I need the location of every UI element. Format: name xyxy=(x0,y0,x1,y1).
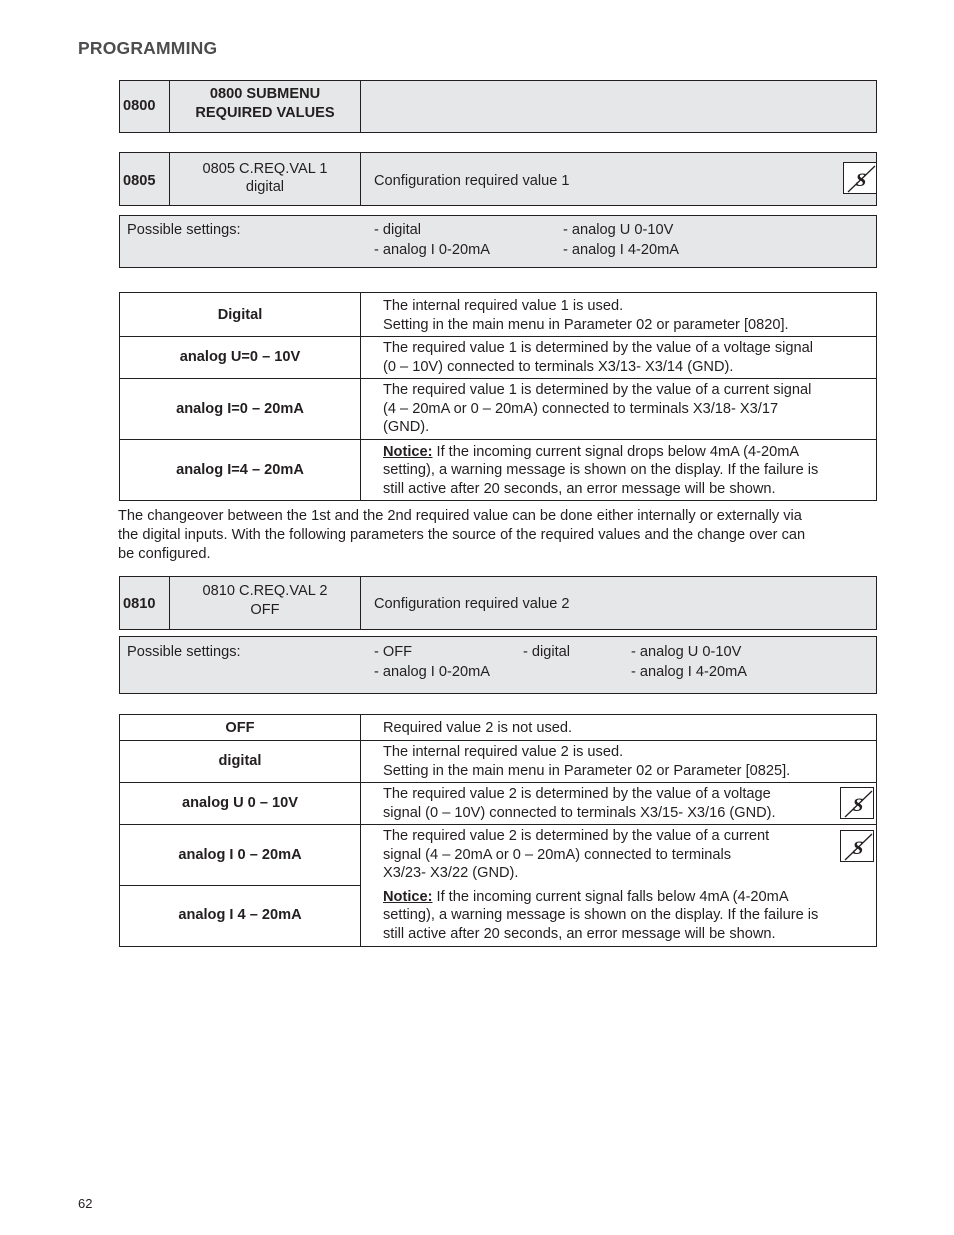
param-0805-name: 0805 C.REQ.VAL 1 xyxy=(202,161,328,177)
param-0810-name: 0810 C.REQ.VAL 2 xyxy=(202,583,328,599)
table-row-text: Setting in the main menu in Parameter 02 or Parameter [0825]. xyxy=(383,763,791,779)
table-row-notice xyxy=(383,443,799,462)
table-row-text: still active after 20 seconds, an error message will be shown. xyxy=(383,926,776,942)
setting-option: - analog I 4-20mA xyxy=(563,242,680,258)
notice-text: If the incoming current signal drops below 4mA (4-20mA xyxy=(432,444,800,460)
table-row-text: The required value 1 is determined by the value of a voltage signal xyxy=(383,340,813,356)
table-row-text: The required value 1 is determined by the value of a current signal xyxy=(383,382,812,398)
table-row-text: The internal required value 1 is used. xyxy=(383,298,624,314)
page-number: 62 xyxy=(78,1196,93,1211)
table-row-label: OFF xyxy=(225,720,255,736)
param-0805-code: 0805 xyxy=(123,173,156,189)
table-row-text: Required value 2 is not used. xyxy=(383,720,573,736)
param-0810-description: Configuration required value 2 xyxy=(374,596,570,612)
setting-option: - analog I 4-20mA xyxy=(631,664,748,680)
table-row-label: Digital xyxy=(217,307,263,323)
s-slash-icon xyxy=(843,162,877,194)
svg-text:S: S xyxy=(852,838,864,859)
table-row-label: analog I 0 – 20mA xyxy=(178,847,302,863)
table-row-label: digital xyxy=(218,753,262,769)
table-row-text: signal (4 – 20mA or 0 – 20mA) connected to terminals xyxy=(383,847,731,863)
table-row-label: analog U 0 – 10V xyxy=(182,795,298,811)
s-slash-icon xyxy=(840,830,874,862)
paragraph-line: the digital inputs. With the following parameters the source of the required values and the change over can xyxy=(118,527,806,543)
setting-option: - analog I 0-20mA xyxy=(374,242,491,258)
table-row-label: analog U=0 – 10V xyxy=(179,349,301,365)
table-row-text: still active after 20 seconds, an error message will be shown. xyxy=(383,481,776,497)
table-row-text: The internal required value 2 is used. xyxy=(383,744,624,760)
param-0805-description: Configuration required value 1 xyxy=(374,173,570,189)
setting-option: - analog U 0-10V xyxy=(563,222,674,238)
setting-option: - OFF xyxy=(374,644,413,660)
submenu-title-line2: REQUIRED VALUES xyxy=(195,105,335,121)
table-row-label: analog I 4 – 20mA xyxy=(178,907,302,923)
table-row-text: (4 – 20mA or 0 – 20mA) connected to terminals X3/18- X3/17 xyxy=(383,401,779,417)
svg-text:S: S xyxy=(852,795,864,816)
notice-label: Notice: xyxy=(383,444,433,460)
table-row-text: X3/23- X3/22 (GND). xyxy=(383,865,519,881)
svg-text:S: S xyxy=(855,170,867,191)
table-row-text: The required value 2 is determined by the value of a current xyxy=(383,828,770,844)
submenu-title-line1: 0800 SUBMENU xyxy=(209,86,321,102)
param-0805-value: digital xyxy=(245,179,285,195)
table-row-text: The required value 2 is determined by the value of a voltage xyxy=(383,786,771,802)
notice-text: If the incoming current signal falls below 4mA (4-20mA xyxy=(432,889,789,905)
table-row-text: signal (0 – 10V) connected to terminals X3/15- X3/16 (GND). xyxy=(383,805,776,821)
paragraph-line: The changeover between the 1st and the 2nd required value can be done either internally or externally via xyxy=(118,508,802,524)
table-row-text: Setting in the main menu in Parameter 02 or parameter [0820]. xyxy=(383,317,789,333)
setting-option: - analog I 0-20mA xyxy=(374,664,491,680)
setting-option: - digital xyxy=(374,222,422,238)
paragraph-line: be configured. xyxy=(118,546,211,562)
setting-option: - analog U 0-10V xyxy=(631,644,742,660)
table-row-text: (GND). xyxy=(383,419,430,435)
submenu-code: 0800 xyxy=(123,98,156,114)
table-row-text: setting), a warning message is shown on the display. If the failure is xyxy=(383,907,819,923)
setting-option: - digital xyxy=(523,644,571,660)
table-row-label: analog I=4 – 20mA xyxy=(176,462,304,478)
table-row-label: analog I=0 – 20mA xyxy=(176,401,304,417)
param-0810-code: 0810 xyxy=(123,596,156,612)
section-title: PROGRAMMING xyxy=(78,38,218,58)
notice-label: Notice: xyxy=(383,889,433,905)
table-row-text: (0 – 10V) connected to terminals X3/13- X3/14 (GND). xyxy=(383,359,734,375)
table-row-text: setting), a warning message is shown on the display. If the failure is xyxy=(383,462,819,478)
param-0810-value: OFF xyxy=(250,602,280,618)
table-row-notice xyxy=(383,888,789,907)
settings-label: Possible settings: xyxy=(127,644,241,660)
s-slash-icon xyxy=(840,787,874,819)
settings-label: Possible settings: xyxy=(127,222,241,238)
